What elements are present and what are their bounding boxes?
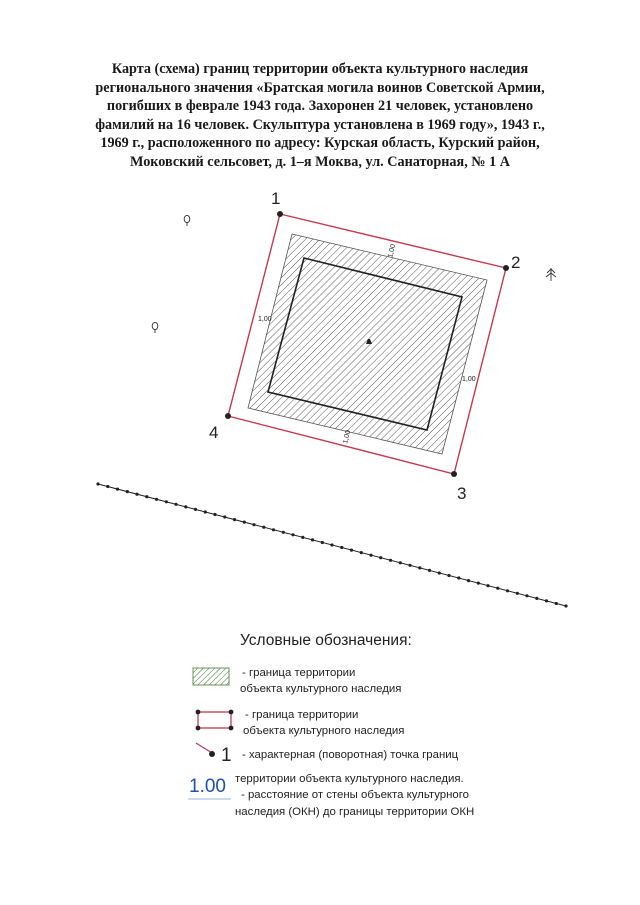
- railway-tick: [194, 508, 197, 511]
- legend-distance-value: 1.00: [189, 776, 226, 797]
- legend-text-line: - граница территории: [245, 709, 359, 721]
- railway-tick: [282, 531, 285, 534]
- distance-label-top: 1,00: [387, 243, 398, 259]
- railway-tick: [204, 510, 207, 513]
- boundary-point-4: [225, 413, 231, 419]
- railway-tick: [350, 549, 353, 552]
- legend-text-line: объекта культурного наследия: [240, 683, 402, 695]
- railway-tick: [165, 500, 168, 503]
- boundary-point-3: [451, 471, 457, 477]
- railway-tick: [126, 490, 129, 493]
- railway-tick: [135, 493, 138, 496]
- railway-tick: [418, 566, 421, 569]
- railway-ticks: [96, 482, 567, 607]
- title-line: Моковский сельсовет, д. 1–я Моква, ул. Санаторная, № 1 А: [130, 153, 510, 170]
- railway-tick: [233, 518, 236, 521]
- railway-tick: [438, 571, 441, 574]
- railway-tick: [106, 485, 109, 488]
- legend-boundary-symbol: [196, 710, 234, 731]
- railway-tick: [408, 564, 411, 567]
- legend-title: Условные обозначения:: [240, 632, 412, 649]
- railway-tick: [145, 495, 148, 498]
- railway-tick: [213, 513, 216, 516]
- railway-tick: [457, 576, 460, 579]
- railway-tick: [340, 546, 343, 549]
- railway-tick: [564, 604, 567, 607]
- title-line: погибших в феврале 1943 года. Захоронен 21 человек, установлено: [106, 98, 534, 115]
- point-label-4: 4: [209, 423, 219, 442]
- legend-hatch-swatch: [193, 668, 229, 685]
- railway-tick: [525, 594, 528, 597]
- title-line: 1969 г., расположенного по адресу: Курская область, Курский район,: [100, 135, 540, 152]
- conifer-tree-icon: [546, 268, 556, 281]
- railway-tick: [516, 592, 519, 595]
- title-line: Карта (схема) границ территории объекта культурного наследия: [111, 61, 529, 77]
- legend-text-line: - граница территории: [242, 667, 356, 679]
- legend-text-line: объекта культурного наследия: [243, 725, 405, 737]
- distance-label-left: 1,00: [258, 316, 272, 323]
- railway-tick: [496, 587, 499, 590]
- point-label-3: 3: [457, 484, 467, 503]
- legend-boundary-text: [243, 707, 404, 739]
- railway-tick: [223, 515, 226, 518]
- deciduous-tree-icon: [152, 322, 158, 333]
- railway-tick: [184, 505, 187, 508]
- railway-tick: [116, 488, 119, 491]
- railway-tick: [311, 538, 314, 541]
- legend-hatch-text: [240, 665, 401, 697]
- distance-label-bottom: 1,00: [342, 429, 353, 445]
- railway-tick: [360, 551, 363, 554]
- deciduous-tree-icon: [184, 215, 190, 226]
- boundary-point-1: [277, 211, 283, 217]
- railway-tick: [96, 482, 99, 485]
- distance-label-right: 1,00: [462, 376, 476, 383]
- railway-tick: [262, 526, 265, 529]
- point-label-1: 1: [271, 189, 281, 208]
- legend-point-symbol: [196, 743, 215, 757]
- railway-tick: [272, 528, 275, 531]
- railway-tick: [321, 541, 324, 544]
- legend-point-number: 1: [221, 745, 232, 766]
- railway-tick: [252, 523, 255, 526]
- legend-distance-text: [235, 787, 475, 821]
- railway-tick: [389, 559, 392, 562]
- legend-text-line: - расстояние от стены объекта культурного: [241, 789, 469, 801]
- railway-tick: [447, 574, 450, 577]
- railway-tick: [155, 498, 158, 501]
- railway-tick: [379, 556, 382, 559]
- railway-tick: [506, 589, 509, 592]
- railway-tick: [301, 536, 304, 539]
- legend-text-line: территории объекта культурного наследия.: [235, 773, 464, 785]
- railway-tick: [486, 584, 489, 587]
- title-line: регионального значения «Братская могила воинов Советской Армии,: [95, 79, 545, 96]
- railway-tick: [369, 554, 372, 557]
- railway-tick: [545, 599, 548, 602]
- railway-tick: [330, 543, 333, 546]
- railway-tick: [477, 582, 480, 585]
- railway-tick: [428, 569, 431, 572]
- legend-text-line: наследия (ОКН) до границы территории ОКН: [235, 806, 475, 818]
- title-line: фамилий на 16 человек. Скульптура установлена в 1969 году», 1943 г.,: [95, 116, 545, 133]
- railway-tick: [174, 503, 177, 506]
- boundary-point-2: [503, 265, 509, 271]
- railway-tick: [291, 533, 294, 536]
- railway-tick: [243, 521, 246, 524]
- point-label-2: 2: [511, 253, 521, 272]
- railway-tick: [535, 597, 538, 600]
- railway-tick: [555, 602, 558, 605]
- railway-tick: [399, 561, 402, 564]
- railway-tick: [467, 579, 470, 582]
- legend-text-line: - характерная (поворотная) точка границ: [242, 749, 459, 761]
- legend-point-text: [235, 743, 464, 791]
